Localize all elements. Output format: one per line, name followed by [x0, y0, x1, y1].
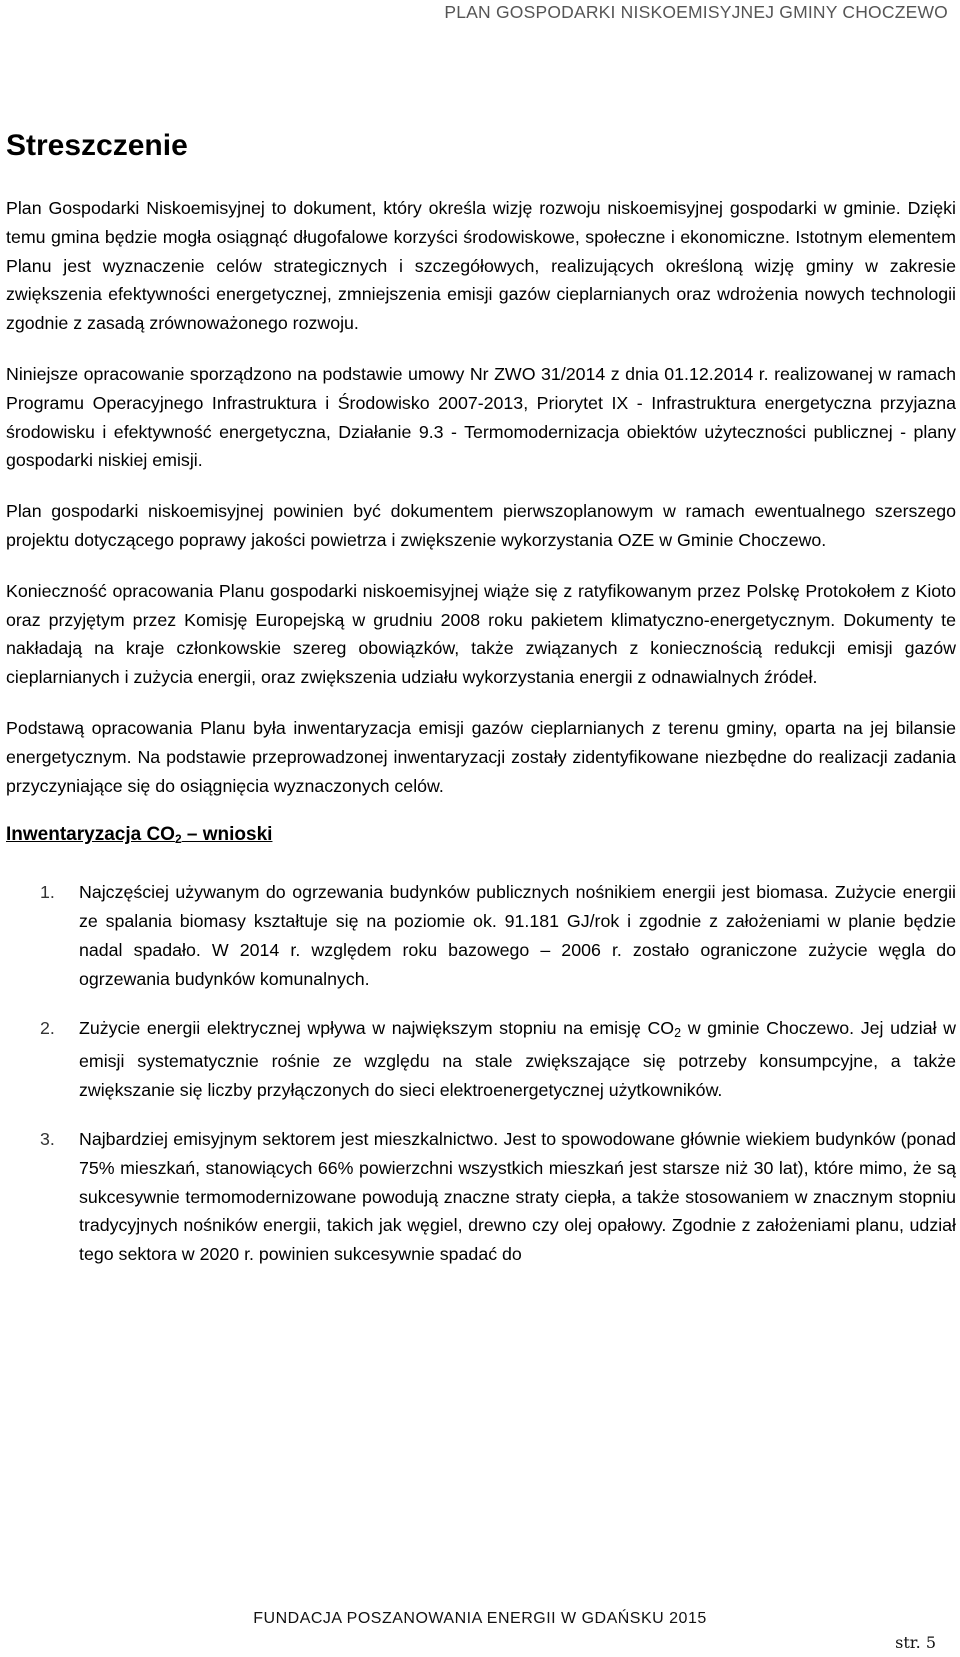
page-content — [6, 128, 956, 1289]
list-item — [6, 1014, 956, 1105]
list-item-number: 2. — [40, 1017, 55, 1038]
findings-heading-prefix: Inwentaryzacja CO — [6, 824, 175, 846]
list-item-text-after: w gminie Choczewo. Jej udział w emisji systematycznie rośnie ze względu na stale zwiększające się potrzeby konsumpcyjne, a także zwiększanie się liczby przyłączonych do sieci elektroenergetycznej użytkowników. — [79, 1017, 956, 1101]
paragraph-kyoto: Konieczność opracowania Planu gospodarki niskoemisyjnej wiąże się z ratyfikowanym przez Polskę Protokołem z Kioto oraz przyjętym przez Komisję Europejską w grudniu 2008 roku pakietem klimatyczno-energetycznym. Dokumenty te nakładają na kraje członkowskie szereg obowiązków, także związanych z koniecznością redukcji emisji gazów cieplarnianych i zużycia energii, oraz zwiększenia udziału wykorzystania energii z odnawialnych źródeł. — [6, 580, 956, 688]
list-item — [6, 878, 956, 993]
list-item-text-before: Zużycie energii elektrycznej wpływa w największym stopniu na emisję CO — [79, 1017, 675, 1038]
section-title: Streszczenie — [6, 129, 188, 162]
list-item-text: Najbardziej emisyjnym sektorem jest mieszkalnictwo. Jest to spowodowane głównie wiekiem budynków (ponad 75% mieszkań, stanowiących 66% powierzchni wszystkich mieszkań jest starsze niż 30 lat), które mimo, że są sukcesywnie termomodernizowane powodują znaczne straty ciepła, a także stosowaniem w znacznym stopniu tradycyjnych nośników energii, takich jak węgiel, drewno czy olej opałowy. Zgodnie z założeniami planu, udział tego sektora w 2020 r. powinien sukcesywnie spadać do — [79, 1128, 956, 1265]
list-item-number: 1. — [40, 882, 55, 903]
co2-subscript: 2 — [674, 1025, 682, 1040]
findings-heading-suffix: – wnioski — [181, 824, 273, 846]
paragraph-contract: Niniejsze opracowanie sporządzono na podstawie umowy Nr ZWO 31/2014 z dnia 01.12.2014 r. realizowanej w ramach Programu Operacyjnego Infrastruktura i Środowisko 2007-2013, Priorytet IX - Infrastruktura energetyczna przyjazna środowisku i efektywność energetyczna, Działanie 9.3 - Termomodernizacja obiektów użyteczności publicznej - plany gospodarki niskiej emisji. — [6, 363, 956, 471]
list-item — [6, 1125, 956, 1269]
findings-heading-subscript: 2 — [174, 832, 182, 847]
list-item-number: 3. — [40, 1128, 55, 1149]
page-number: str. 5 — [895, 1633, 936, 1652]
paragraph-inventory-basis: Podstawą opracowania Planu była inwentaryzacja emisji gazów cieplarnianych z terenu gminy, oparta na jej bilansie energetycznym. Na podstawie przeprowadzonej inwentaryzacji zostały zidentyfikowane niezbędne do realizacji zadania przyczyniające się do osiągnięcia wyznaczonych celów. — [6, 717, 956, 796]
footer-organization: FUNDACJA POSZANOWANIA ENERGII W GDAŃSKU 2015 — [253, 1610, 707, 1627]
findings-list — [6, 878, 956, 1269]
list-item-text: Najczęściej używanym do ogrzewania budynków publicznych nośnikiem energii jest biomasa. Zużycie energii ze spalania biomasy kształtuje się na poziomie ok. 91.181 GJ/rok i zgodnie z założeniami w planie będzie nadal spadało. W 2014 r. względem roku bazowego – 2006 r. zostało ograniczone zużycie węgla do ogrzewania budynków komunalnych. — [79, 882, 956, 989]
paragraph-priority: Plan gospodarki niskoemisyjnej powinien być dokumentem pierwszoplanowym w ramach ewentualnego szerszego projektu dotyczącego poprawy jakości powietrza i zwiększenie wykorzystania OZE w Gminie Choczewo. — [6, 501, 956, 550]
findings-heading — [6, 822, 956, 852]
running-header: PLAN GOSPODARKI NISKOEMISYJNEJ GMINY CHOCZEWO — [444, 2, 948, 22]
list-item-text — [79, 1018, 956, 1101]
paragraph-intro: Plan Gospodarki Niskoemisyjnej to dokument, który określa wizję rozwoju niskoemisyjnej gospodarki w gminie. Dzięki temu gmina będzie mogła osiągnąć długofalowe korzyści środowiskowe, społeczne i ekonomiczne. Istotnym elementem Planu jest wyznaczenie celów strategicznych i szczegółowych, realizujących określoną wizję gminy w zakresie zwiększenia efektywności energetycznej, zmniejszenia emisji gazów cieplarnianych oraz wdrożenia nowych technologii zgodnie z zasadą zrównoważonego rozwoju. — [6, 198, 956, 334]
